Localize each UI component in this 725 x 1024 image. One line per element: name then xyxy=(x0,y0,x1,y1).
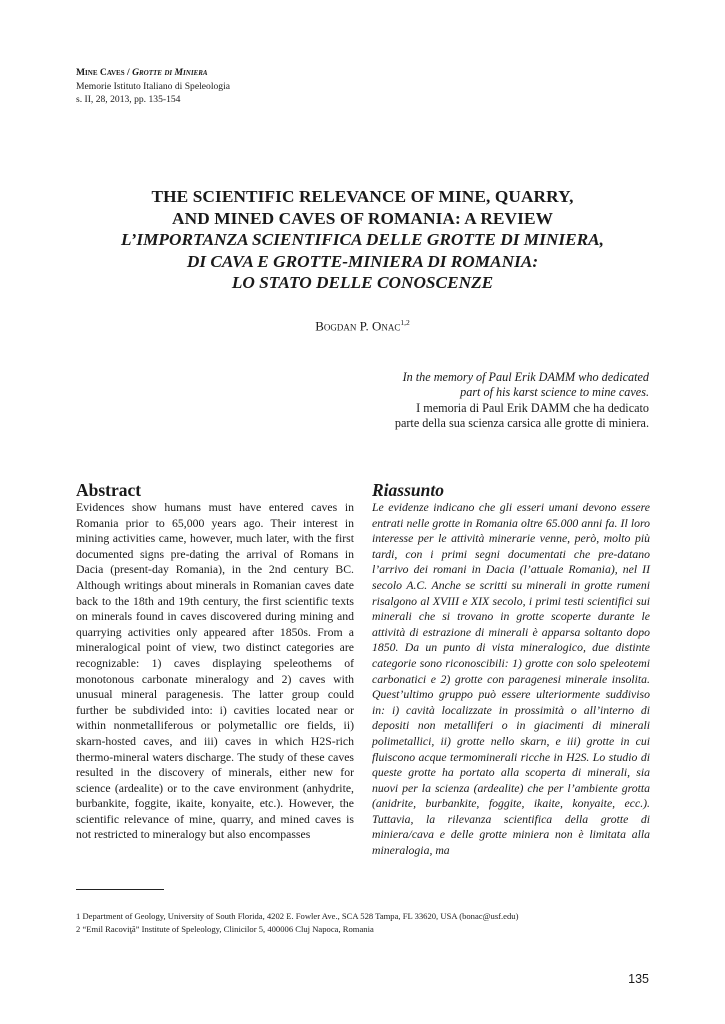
abstract-text: Evidences show humans must have entered caves in Romania prior to 65,000 years ago. Their interest in mining activities came, however, much later, with the first documented signs pre-dating the arrival of Romans in Dacia (present-day Romania), in the 2nd century BC. Although writings about minerals in Romanian caves date back to the 18th and 19th century, the first scientific texts on minerals found in caves discovered during mining and quarrying activities only appeared after 1850s. From a mineralogical point of view, two distinct categories are recognizable: 1) caves displaying speleothems of monotonous carbonate mineralogy and 2) caves with unusual mineral paragenesis. The latter group could further be subdivided into: i) cavities located near or within nonmetalliferous or polymetallic ore fields, ii) skarn-hosted caves, and iii) caves in which H2S-rich thermo-mineral waters discharge. The study of these caves resulted in the discovery of minerals, either new for science (ardealite) or to the cave environment (anhydrite, burbankite, foggite, ikaite, konyaite, etc.). However, the scientific relevance of mine, quarry, and mined caves is not restricted to mineralogy but also encompasses xyxy=(76,501,354,842)
title-it-line-1: L’IMPORTANZA SCIENTIFICA DELLE GROTTE DI MINIERA, xyxy=(120,230,605,249)
journal-header xyxy=(76,66,230,107)
footnote-divider xyxy=(76,889,164,890)
riassunto-heading: Riassunto xyxy=(372,480,444,500)
dedication-it-line-1: I memoria di Paul Erik DAMM che ha dedicato xyxy=(416,400,649,415)
footnote-2: 2 “Emil Racoviţă” Institute of Speleology, Clinicilor 5, 400006 Cluj Napoca, Romania xyxy=(76,923,374,934)
author-name: Bogdan P. Onac xyxy=(315,318,401,334)
footnote-1: 1 Department of Geology, University of South Florida, 4202 E. Fowler Ave., SCA 528 Tampa, FL 33620, USA (bonac@usf.edu) xyxy=(76,911,519,921)
footnotes xyxy=(76,910,676,935)
paper-title xyxy=(60,186,665,294)
dedication-en-line-2: part of his karst science to mine caves. xyxy=(460,385,649,400)
citation: s. II, 28, 2013, pp. 135-154 xyxy=(76,94,181,105)
title-en-line-2: AND MINED CAVES OF ROMANIA: A REVIEW xyxy=(172,208,553,228)
series-it: Grotte di Miniera xyxy=(132,67,208,78)
series-title: Mine Caves / Grotte di Miniera xyxy=(76,67,208,78)
dedication xyxy=(289,370,649,432)
abstract-column xyxy=(76,480,354,843)
title-en-line-1: THE SCIENTIFIC RELEVANCE OF MINE, QUARRY, xyxy=(151,187,574,206)
journal-name: Memorie Istituto Italiano di Speleologia xyxy=(76,80,231,92)
author xyxy=(0,318,725,334)
dedication-it-line-2: parte della sua scienza carsica alle grotte di miniera. xyxy=(394,416,649,431)
title-it-line-3: LO STATO DELLE CONOSCENZE xyxy=(231,273,494,292)
page-number: 135 xyxy=(628,972,649,986)
riassunto-column xyxy=(372,480,650,859)
series-en: Mine Caves xyxy=(76,67,125,78)
abstract-heading: Abstract xyxy=(76,480,142,500)
dedication-en-line-1: In the memory of Paul Erik DAMM who dedicated xyxy=(402,370,649,384)
title-it-line-2: DI CAVA E GROTTE-MINIERA DI ROMANIA: xyxy=(186,251,539,271)
riassunto-text: Le evidenze indicano che gli esseri umani devono essere entrati nelle grotte in Romania oltre 65.000 anni fa. Il loro interesse per le attività minerarie venne, però, molto più tardi, con i primi segni documentati che pre-datano l’arrivo dei romani in Dacia (l’attuale Romania), nel II secolo A.C. Anche se scritti su minerali in grotte rumeni risalgono al XVIII e XIX secolo, i primi testi scientifici sui minerali che si trovano in grotte scoperte durante le attività di estrazione di minerali è apparsa soltanto dopo 1850. Da un punto di vista mineralogico, due distinte categorie sono riconoscibili: 1) grotte con solo speleotemi carbonatici e 2) grotte con paragenesi minerale insolita. Quest’ultimo gruppo può essere ulteriormente suddiviso in: i) cavità localizzate in prossimità o all’interno di depositi non metalliferi o in giacimenti di minerali polimetallici, ii) grotte nello skarn, e iii) grotte in cui fluiscono acque termominerali ricche in H2S. Lo studio di queste grotte ha portato alla scoperta di minerali, sia nuovi per la scienza (ardealite) che per l’ambiente grotta (anidrite, burbankite, foggite, ikaite, konyaite, ecc.). Tuttavia, la rilevanza scientifica della grotte di miniera/cava e delle grotte miniera non è limitata alla mineralogia, ma xyxy=(372,501,650,858)
author-affiliation: 1,2 xyxy=(400,318,410,327)
